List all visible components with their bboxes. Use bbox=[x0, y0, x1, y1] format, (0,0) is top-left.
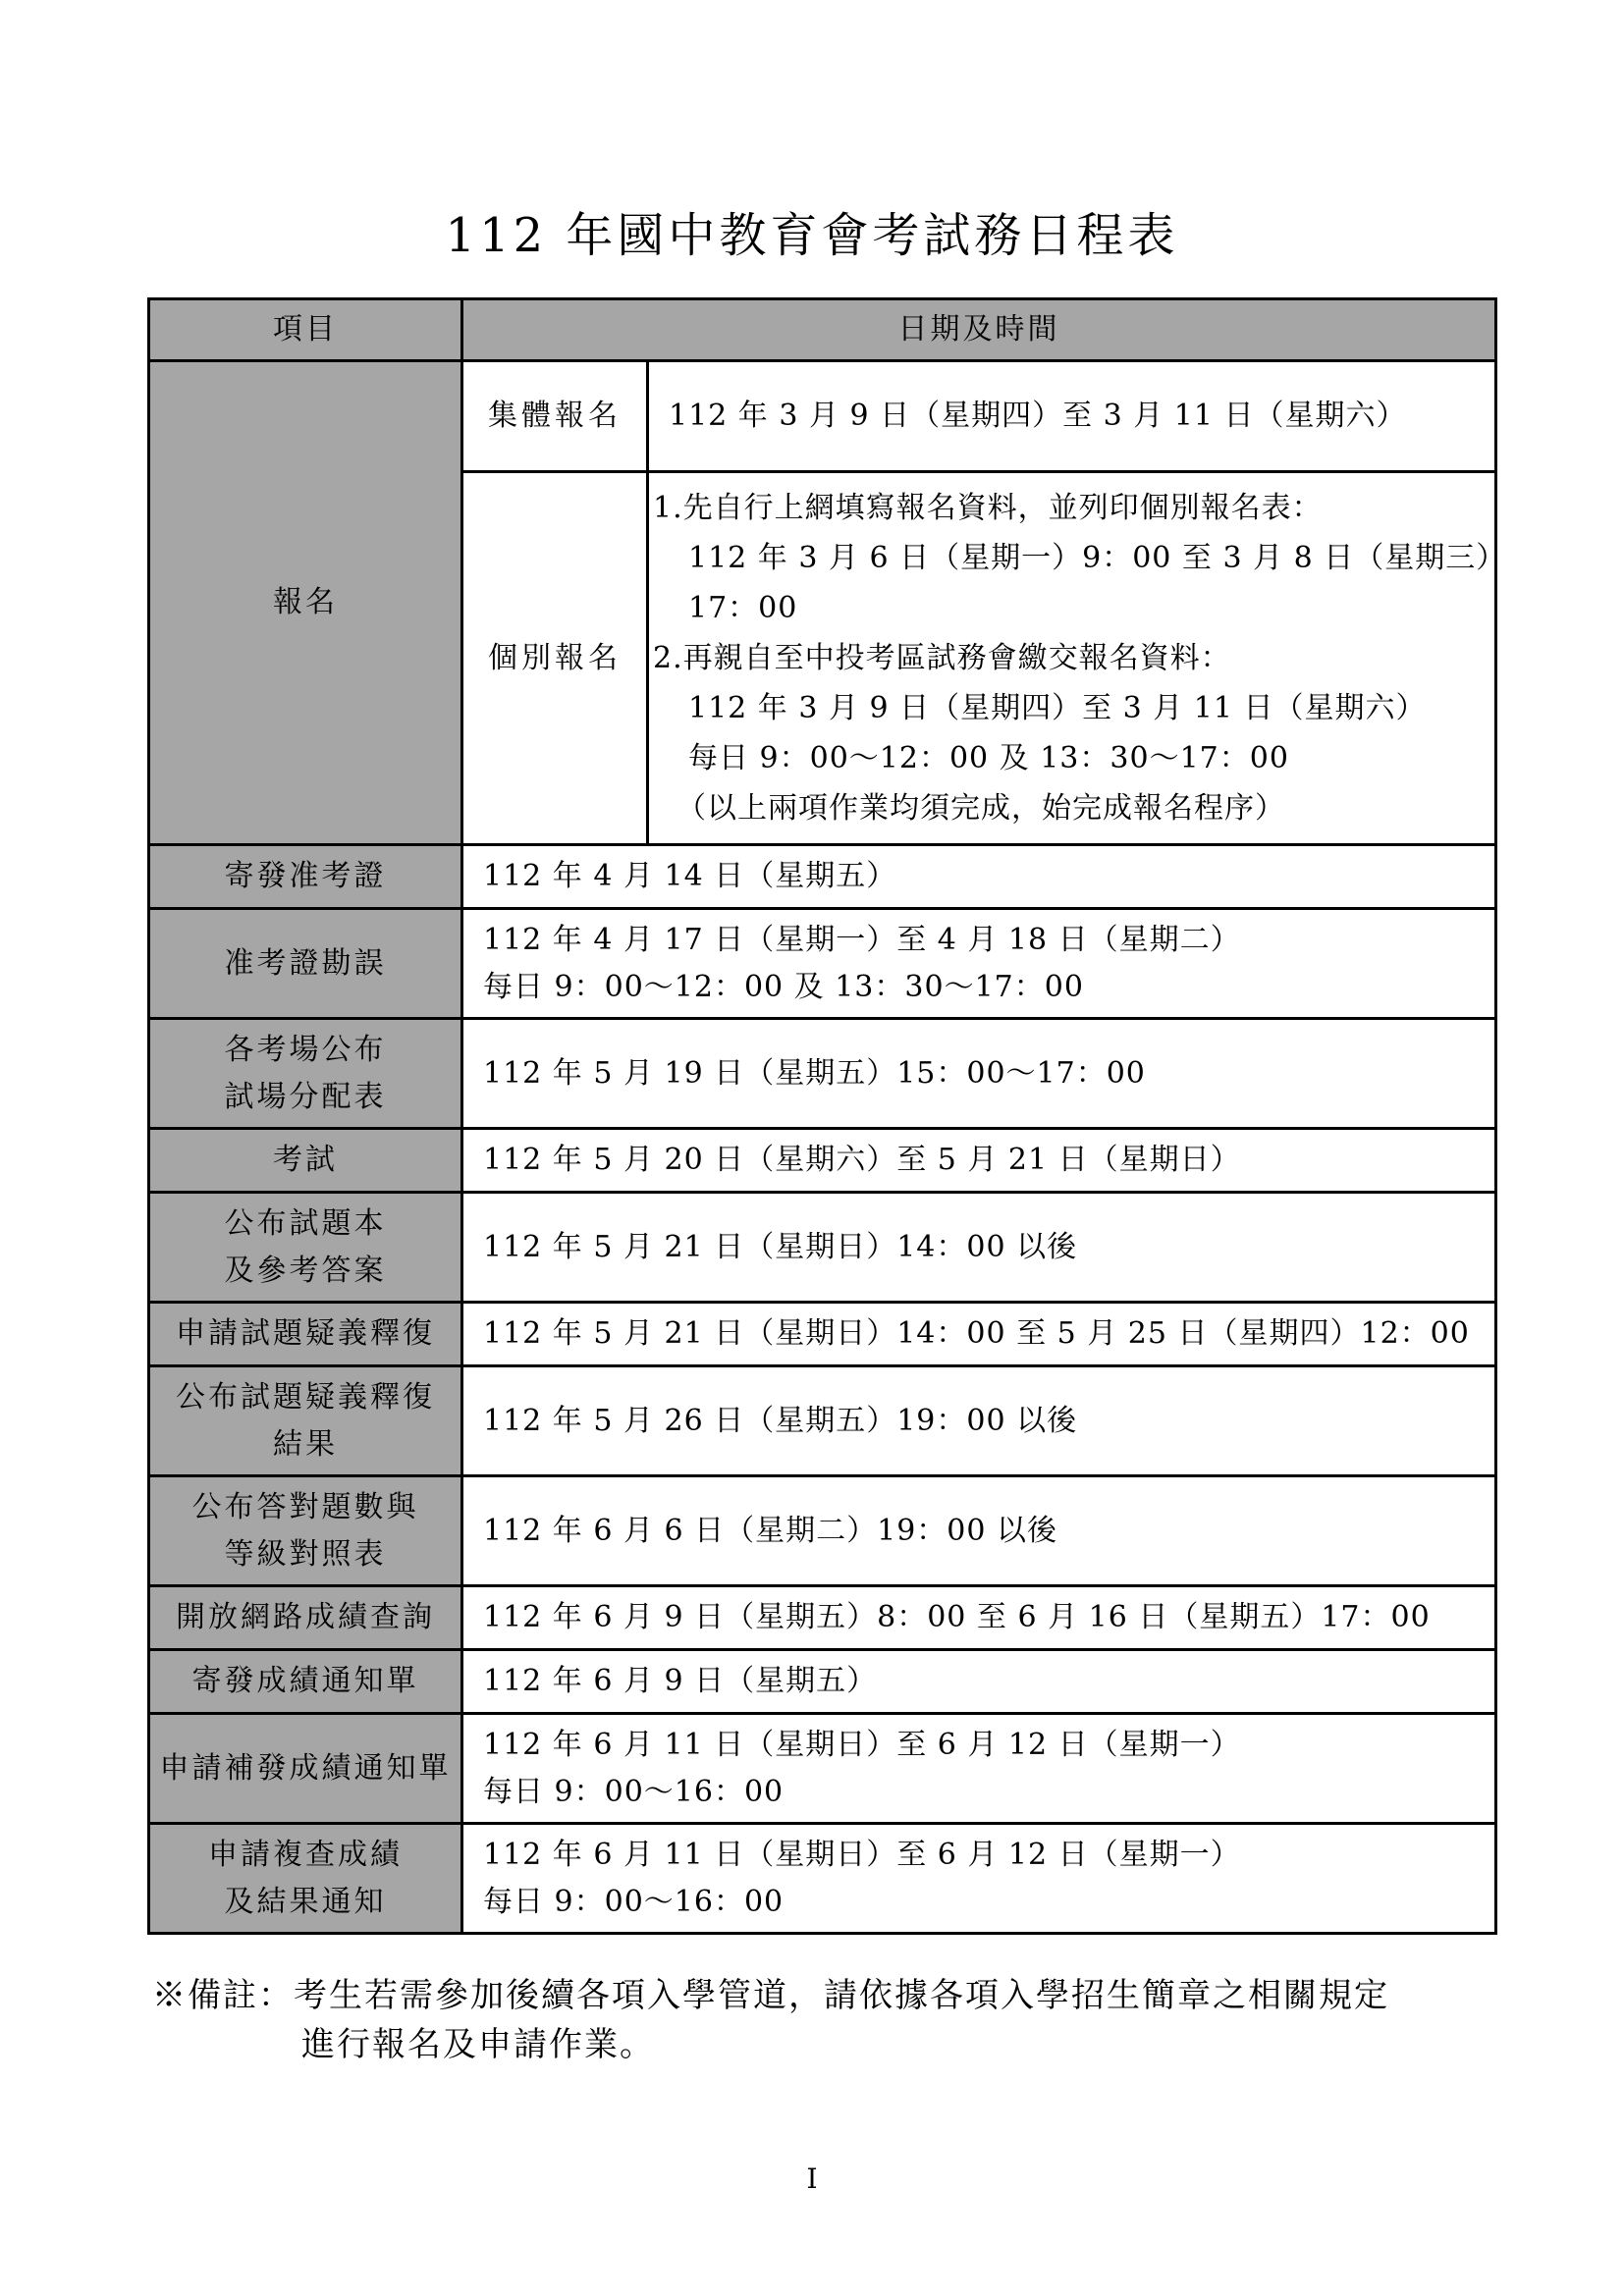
table-row bbox=[149, 1476, 1496, 1586]
row-item bbox=[149, 845, 462, 909]
value-line: 每日 9：00～16：00 bbox=[483, 1884, 785, 1919]
registration-group-row bbox=[149, 361, 1496, 472]
table-row bbox=[149, 1019, 1496, 1129]
group-registration-label: 集體報名 bbox=[462, 361, 648, 472]
item-line: 申請複查成績 bbox=[208, 1837, 403, 1872]
item-line: 試場分配表 bbox=[224, 1079, 387, 1114]
row-value bbox=[462, 1303, 1496, 1366]
row-item bbox=[149, 1476, 462, 1586]
value-line: 112 年 6 月 9 日（星期五） bbox=[483, 1664, 878, 1698]
table-row bbox=[149, 1129, 1496, 1193]
detail-line: 每日 9：00～12：00 及 13：30～17：00 bbox=[688, 741, 1289, 775]
item-line: 各考場公布 bbox=[224, 1032, 387, 1067]
row-value bbox=[462, 1366, 1496, 1476]
row-item bbox=[149, 1193, 462, 1303]
row-value bbox=[462, 909, 1496, 1019]
value-line: 112 年 6 月 11 日（星期日）至 6 月 12 日（星期一） bbox=[483, 1727, 1241, 1762]
header-item: 項目 bbox=[149, 299, 462, 361]
row-value bbox=[462, 1019, 1496, 1129]
table-row bbox=[149, 909, 1496, 1019]
item-line: 等級對照表 bbox=[224, 1536, 387, 1572]
value-line: 112 年 5 月 21 日（星期日）14：00 至 5 月 25 日（星期四）12：00 bbox=[483, 1316, 1470, 1351]
item-line: 及參考答案 bbox=[224, 1253, 387, 1288]
table-row bbox=[149, 1650, 1496, 1714]
row-item bbox=[149, 1019, 462, 1129]
row-item bbox=[149, 1714, 462, 1824]
row-item bbox=[149, 1129, 462, 1193]
page-number: I bbox=[806, 2163, 818, 2195]
value-line: 112 年 6 月 6 日（星期二）19：00 以後 bbox=[483, 1513, 1057, 1548]
detail-line: 17：00 bbox=[688, 591, 798, 625]
item-line: 及結果通知 bbox=[224, 1884, 387, 1919]
item-line: 寄發成績通知單 bbox=[191, 1664, 419, 1698]
table-header-row bbox=[149, 299, 1496, 361]
value-line: 112 年 6 月 9 日（星期五）8：00 至 6 月 16 日（星期五）17：00 bbox=[483, 1600, 1431, 1634]
row-item bbox=[149, 1824, 462, 1934]
header-datetime: 日期及時間 bbox=[462, 299, 1496, 361]
row-value bbox=[462, 845, 1496, 909]
remark-note bbox=[152, 1971, 1507, 2069]
table-row bbox=[149, 845, 1496, 909]
table-row bbox=[149, 1193, 1496, 1303]
item-line: 申請試題疑義釋復 bbox=[176, 1316, 435, 1351]
row-value bbox=[462, 1476, 1496, 1586]
value-line: 112 年 4 月 17 日（星期一）至 4 月 18 日（星期二） bbox=[483, 922, 1241, 957]
value-line: 每日 9：00～16：00 bbox=[483, 1774, 785, 1809]
page-title: 112 年國中教育會考試務日程表 bbox=[445, 208, 1179, 263]
individual-registration-label: 個別報名 bbox=[462, 472, 648, 845]
row-item bbox=[149, 1366, 462, 1476]
row-value bbox=[462, 1129, 1496, 1193]
value-line: 112 年 5 月 26 日（星期五）19：00 以後 bbox=[483, 1403, 1078, 1438]
row-value bbox=[462, 1586, 1496, 1650]
row-value bbox=[462, 1650, 1496, 1714]
row-item bbox=[149, 1303, 462, 1366]
item-line: 申請補發成績通知單 bbox=[159, 1750, 452, 1786]
detail-line: （以上兩項作業均須完成，始完成報名程序） bbox=[677, 791, 1285, 826]
row-value bbox=[462, 1714, 1496, 1824]
table-row bbox=[149, 1366, 1496, 1476]
row-value bbox=[462, 1824, 1496, 1934]
row-item bbox=[149, 1586, 462, 1650]
item-line: 公布試題本 bbox=[224, 1205, 387, 1241]
detail-line: 112 年 3 月 9 日（星期四）至 3 月 11 日（星期六） bbox=[688, 691, 1427, 725]
table-row bbox=[149, 1714, 1496, 1824]
item-line: 准考證勘誤 bbox=[224, 945, 387, 981]
table-row bbox=[149, 1586, 1496, 1650]
value-line: 112 年 6 月 11 日（星期日）至 6 月 12 日（星期一） bbox=[483, 1837, 1241, 1872]
remark-line: 進行報名及申請作業。 bbox=[301, 2025, 655, 2064]
value-line: 112 年 5 月 21 日（星期日）14：00 以後 bbox=[483, 1229, 1078, 1264]
schedule-table bbox=[147, 297, 1507, 1935]
item-line: 寄發准考證 bbox=[224, 859, 387, 893]
value-line: 112 年 4 月 14 日（星期五） bbox=[483, 859, 897, 893]
item-line: 公布試題疑義釋復 bbox=[176, 1379, 435, 1415]
detail-line: 112 年 3 月 6 日（星期一）9：00 至 3 月 8 日（星期三） bbox=[688, 541, 1507, 575]
remark-line: ※備註：考生若需參加後續各項入學管道，請依據各項入學招生簡章之相關規定 bbox=[152, 1976, 1389, 2015]
row-item bbox=[149, 1650, 462, 1714]
individual-registration-detail bbox=[648, 472, 1507, 845]
value-line: 每日 9：00～12：00 及 13：30～17：00 bbox=[483, 969, 1084, 1004]
registration-label: 報名 bbox=[149, 361, 462, 845]
item-line: 考試 bbox=[273, 1143, 338, 1177]
row-value bbox=[462, 1193, 1496, 1303]
detail-line: 1.先自行上網填寫報名資料，並列印個別報名表： bbox=[653, 491, 1323, 525]
group-registration-value: 112 年 3 月 9 日（星期四）至 3 月 11 日（星期六） bbox=[648, 361, 1496, 472]
table-row bbox=[149, 1824, 1496, 1934]
detail-line: 2.再親自至中投考區試務會繳交報名資料： bbox=[653, 641, 1231, 675]
value-line: 112 年 5 月 20 日（星期六）至 5 月 21 日（星期日） bbox=[483, 1143, 1241, 1177]
item-line: 公布答對題數與 bbox=[191, 1489, 419, 1524]
item-line: 開放網路成績查詢 bbox=[176, 1600, 435, 1634]
value-line: 112 年 5 月 19 日（星期五）15：00～17：00 bbox=[483, 1055, 1146, 1091]
item-line: 結果 bbox=[273, 1426, 338, 1462]
table-row bbox=[149, 1303, 1496, 1366]
row-item bbox=[149, 909, 462, 1019]
